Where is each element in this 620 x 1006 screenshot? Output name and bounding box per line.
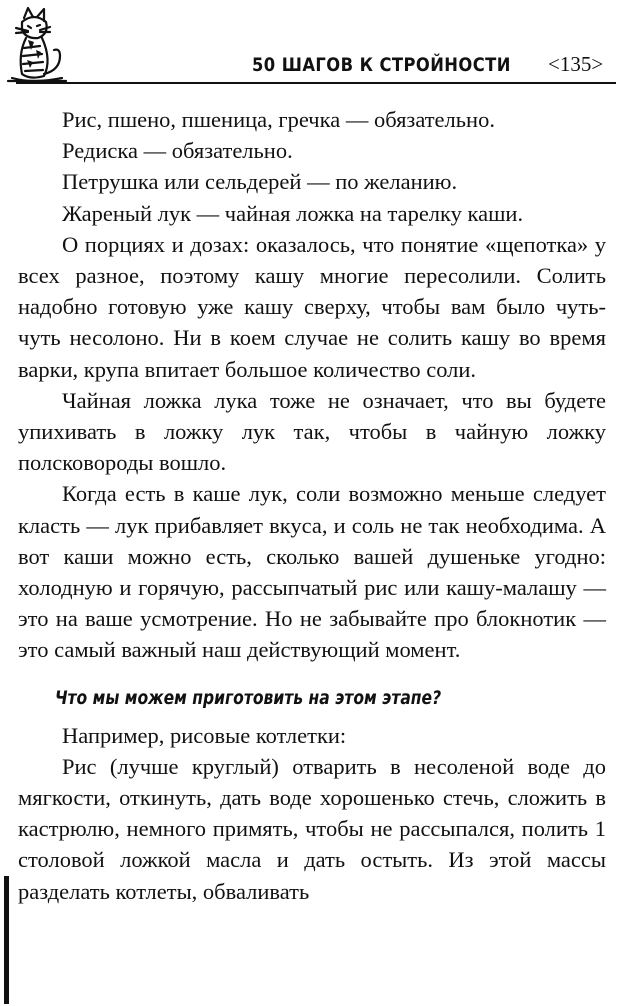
paragraph: Когда есть в каше лук, соли возможно меньше следует класть — лук прибавляет вкуса, и соль не так необходима. А вот каши можно есть, сколько вашей душеньке угодно: холодную и горячую, рассыпчатый рис или кашу-малашу — это на ваше усмотрение. Но не забывайте про блокнотик — это самый важный наш действующий момент.	[18, 481, 606, 663]
section-heading: Что мы можем приготовить на этом этапе?	[54, 687, 442, 709]
paragraph: Жареный лук — чайная ложка на тарелку каши.	[62, 200, 524, 226]
body-text	[18, 104, 606, 907]
binding-shadow	[4, 876, 9, 1004]
page-number: <135>	[548, 52, 604, 76]
paragraph: Чайная ложка лука тоже не означает, что вы будете упихивать в ложку лук так, чтобы в чайную ложку полсковороды вошло.	[18, 387, 606, 476]
paragraph: Рис (лучше круглый) отварить в несоленой воде до мягкости, откинуть, дать воде хорошенько стечь, сложить в кастрюлю, немного примять, чтобы не рассыпался, полить 1 столовой ложкой масла и дать остыть. Из этой массы разделать котлеты, обваливать	[18, 753, 606, 904]
paragraph: Редиска — обязательно.	[62, 138, 293, 164]
cat-icon	[4, 4, 70, 84]
header-divider	[16, 82, 616, 84]
paragraph: О порциях и дозах: оказалось, что понятие «щепотка» у всех разное, поэтому кашу многие пересолили. Солить надобно готовую уже кашу сверху, чтобы вам было чуть-чуть несолоно. Ни в коем случае не солить кашу во время варки, крупа впитает большое количество соли.	[18, 231, 606, 382]
paragraph: Например, рисовые котлетки:	[62, 722, 347, 748]
running-title: 50 ШАГОВ К СТРОЙНОСТИ	[252, 54, 511, 76]
paragraph: Петрушка или сельдерей — по желанию.	[62, 169, 458, 195]
page-header	[0, 0, 620, 90]
paragraph: Рис, пшено, пшеница, гречка — обязательно.	[62, 107, 495, 132]
